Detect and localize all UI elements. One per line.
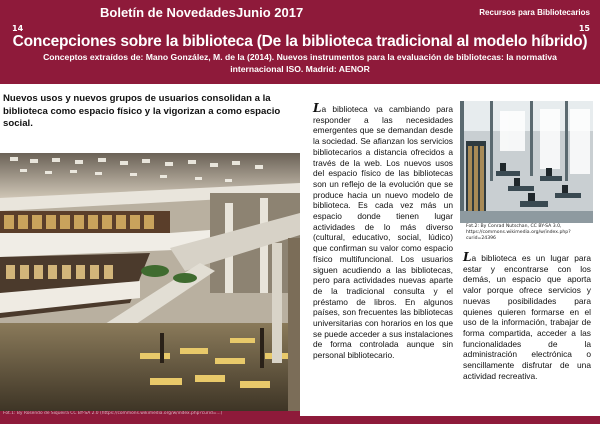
dropcap-right: L <box>463 250 472 264</box>
body-column-right <box>463 252 591 381</box>
publication-title: Boletín de Novedades <box>100 5 236 20</box>
page-header <box>0 0 600 84</box>
page-number-left: 14 <box>12 24 24 33</box>
page-number-right: 15 <box>578 24 590 33</box>
body-column-middle <box>313 103 453 361</box>
article-subtitle: Conceptos extraídos de: Mano González, M. de la (2014). Nuevos instrumentos para la evaluación de bibliotecas: la normativa internacional ISO. Madrid: AENOR <box>43 52 557 74</box>
section-name: Recursos para Bibliotecarios <box>479 8 590 17</box>
bottom-accent-bar-right <box>300 416 600 424</box>
library-reading-room-photo <box>460 101 593 223</box>
article-title: Concepciones sobre la biblioteca (De la biblioteca tradicional al modelo híbrido) <box>12 33 588 50</box>
publication-date: Junio 2017 <box>236 5 304 20</box>
library-interior-photo <box>0 153 300 411</box>
lead-paragraph: Nuevos usos y nuevos grupos de usuarios consolidan a la biblioteca como espacio físico y la vigorizan a como espacio social. <box>3 93 281 129</box>
dropcap-middle: L <box>313 101 322 115</box>
body-text-right: a biblioteca es un lugar para estar y encontrarse con los demás, un espacio que aporta valor porque ofrece servicios y nuevas posibilidades para quienes quieren formarse en el uso de la información, trabajar de forma compartida, acceder a las funcionalidades de la administración electrónica o sencillamente disfrutar de una actividad recreativa. <box>463 253 591 381</box>
photo-small-caption: Fot.2: By Conrad Nutschan, CC BY-SA 3.0, https://commons.wikimedia.org/w/index.php?curid=24396 <box>466 224 571 241</box>
photo-main-caption: Fot.1: By Rosendo de Siqueira CC BY-SA 2.0 (https://commons.wikimedia.org/w/index.php?curid=...) <box>3 411 223 416</box>
body-text-middle: a biblioteca va cambiando para responder a las necesidades emergentes que se demandan desde la sociedad. Se afianzan los servicios bibliotecarios a distancia ofrecidos a través de la web. Los nuevos usos del espacio físico de las bibliotecas son un reflejo de la evolución que se produce hacia un nuevo modelo de biblioteca. Es cada vez más un espacio donde tienen lugar actividades de lo más diverso (cultural, educativo, social, lúdico) que confirman su valor como espacio físico multifuncional. Los usuarios siguen acudiendo a las bibliotecas, pero para actividades nuevas aparte de la tradicional consulta y el préstamo de libros. En algunos países, son frecuentes las bibliotecas universitarias con horarios en los que se puede acceder a sus instalaciones de forma controlada aunque sin personal bibliotecario. <box>313 104 453 361</box>
